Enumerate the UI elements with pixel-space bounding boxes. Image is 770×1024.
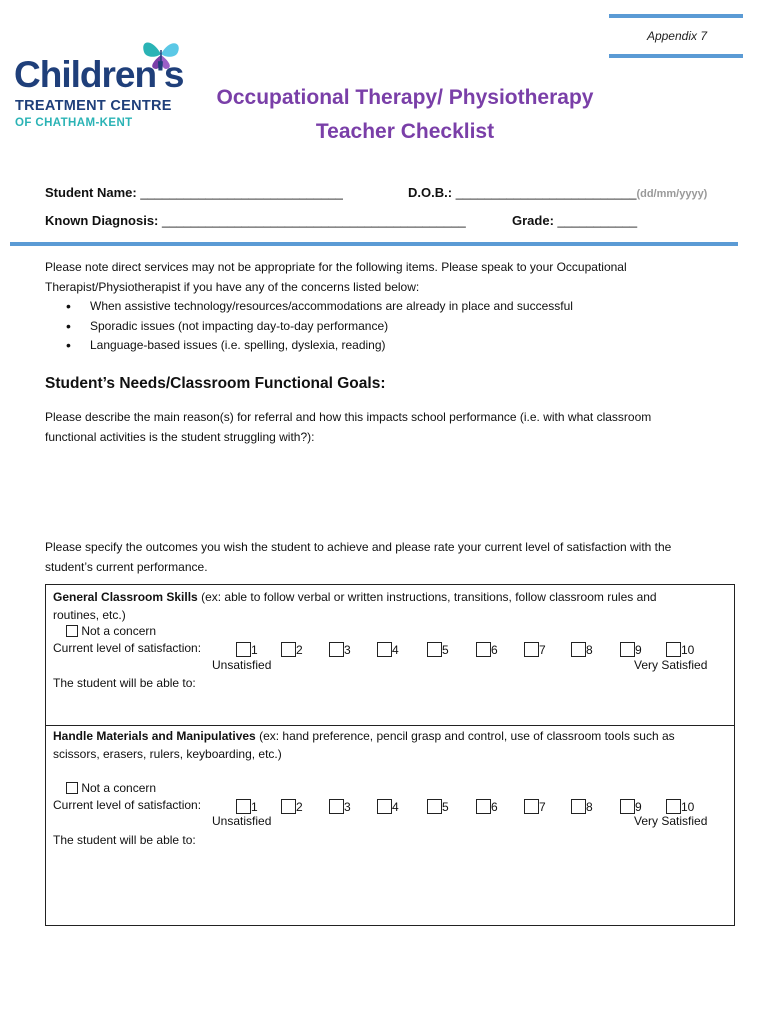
student-name-field[interactable] — [45, 185, 343, 200]
scale-checkbox[interactable] — [377, 642, 392, 657]
row-divider — [46, 725, 734, 726]
scale-option-3[interactable] — [329, 642, 351, 657]
scale-option-7[interactable] — [524, 642, 546, 657]
satisfaction-label: Current level of satisfaction: — [53, 641, 202, 655]
scale-option-9[interactable] — [620, 642, 642, 657]
note-line-2: Therapist/Physiotherapist if you have any of the concerns listed below: — [45, 279, 420, 294]
scale-option-8[interactable] — [571, 642, 593, 657]
scale-label: 10 — [681, 800, 695, 814]
scale-label: 8 — [586, 643, 593, 657]
scale-option-5[interactable] — [427, 642, 449, 657]
scale-label: 4 — [392, 643, 399, 657]
diagnosis-field[interactable] — [45, 213, 466, 228]
scale-checkbox[interactable] — [236, 799, 251, 814]
scale-label: 8 — [586, 800, 593, 814]
very-satisfied-label: Very Satisfied — [634, 814, 708, 828]
scale-label: 7 — [539, 643, 546, 657]
organization-logo — [14, 36, 186, 136]
not-concern-checkbox[interactable] — [66, 625, 78, 637]
not-concern-option[interactable] — [66, 780, 266, 798]
scale-checkbox[interactable] — [281, 799, 296, 814]
scale-label: 6 — [491, 800, 498, 814]
scale-checkbox[interactable] — [571, 799, 586, 814]
specify-line-1: Please specify the outcomes you wish the student to achieve and please rate your current level of satisfaction with the — [45, 540, 672, 554]
row-heading: General Classroom Skills — [53, 590, 198, 604]
scale-checkbox[interactable] — [571, 642, 586, 657]
scale-option-1[interactable] — [236, 642, 258, 657]
scale-option-8[interactable] — [571, 799, 593, 814]
scale-checkbox[interactable] — [377, 799, 392, 814]
header-divider — [10, 242, 738, 246]
not-concern-option[interactable] — [66, 623, 266, 641]
dob-format-hint: (dd/mm/yyyy) — [636, 188, 708, 200]
scale-label: 3 — [344, 643, 351, 657]
goals-table — [45, 584, 735, 926]
row-desc-text: routines, etc.) — [53, 607, 126, 622]
able-to-label: The student will be able to: — [53, 833, 196, 847]
scale-label: 10 — [681, 643, 695, 657]
grade-label: Grade: — [512, 213, 554, 228]
document-subtitle: Teacher Checklist — [315, 120, 495, 143]
scale-checkbox[interactable] — [329, 642, 344, 657]
dob-field[interactable] — [408, 185, 707, 200]
list-item: • Language-based issues (i.e. spelling, dyslexia, reading) — [64, 336, 704, 356]
not-concern-label: Not a concern — [81, 624, 157, 638]
scale-option-2[interactable] — [281, 799, 303, 814]
logo-name: Children's — [14, 54, 184, 95]
scale-checkbox[interactable] — [329, 799, 344, 814]
grade-line[interactable]: ___________ — [557, 213, 638, 228]
scale-checkbox[interactable] — [666, 642, 681, 657]
unsatisfied-label: Unsatisfied — [212, 658, 272, 672]
scale-option-10[interactable] — [666, 642, 694, 657]
note-paragraph — [45, 258, 725, 297]
scale-label: 5 — [442, 800, 449, 814]
scale-label: 4 — [392, 800, 399, 814]
scale-option-10[interactable] — [666, 799, 694, 814]
student-name-line[interactable]: ____________________________ — [140, 185, 343, 200]
satisfaction-label: Current level of satisfaction: — [53, 798, 202, 812]
scale-checkbox[interactable] — [524, 642, 539, 657]
scale-option-9[interactable] — [620, 799, 642, 814]
appendix-label: Appendix 7 — [646, 29, 707, 43]
row-desc-text: scissors, erasers, rulers, keyboarding, etc.) — [53, 746, 282, 761]
scale-checkbox[interactable] — [427, 799, 442, 814]
row-heading: Handle Materials and Manipulatives — [53, 729, 256, 743]
scale-option-1[interactable] — [236, 799, 258, 814]
not-concern-checkbox[interactable] — [66, 782, 78, 794]
scale-option-4[interactable] — [377, 799, 399, 814]
grade-field[interactable] — [512, 213, 637, 228]
scale-label: 1 — [251, 643, 258, 657]
unsatisfied-label: Unsatisfied — [212, 814, 272, 828]
scale-label: 2 — [296, 800, 303, 814]
scale-label: 2 — [296, 643, 303, 657]
scale-option-5[interactable] — [427, 799, 449, 814]
scale-checkbox[interactable] — [666, 799, 681, 814]
appendix-bottom-rule — [609, 54, 743, 58]
dob-label: D.O.B.: — [408, 185, 453, 200]
row-desc-text: (ex: able to follow verbal or written instructions, transitions, follow classroom rules and — [197, 590, 657, 604]
scale-label: 1 — [251, 800, 258, 814]
scale-label: 7 — [539, 800, 546, 814]
scale-label: 5 — [442, 643, 449, 657]
scale-option-2[interactable] — [281, 642, 303, 657]
scale-label: 9 — [635, 643, 642, 657]
row-description — [53, 589, 723, 624]
scale-checkbox[interactable] — [236, 642, 251, 657]
note-line-1: Please note direct services may not be appropriate for the following items. Please speak to your Occupational — [45, 260, 627, 274]
scale-checkbox[interactable] — [476, 642, 491, 657]
document-title: Occupational Therapy/ Physiotherapy — [216, 86, 594, 109]
scale-checkbox[interactable] — [476, 799, 491, 814]
scale-checkbox[interactable] — [427, 642, 442, 657]
row-desc-text: (ex: hand preference, pencil grasp and control, use of classroom tools such as — [255, 729, 675, 743]
scale-option-7[interactable] — [524, 799, 546, 814]
able-to-label: The student will be able to: — [53, 676, 196, 690]
not-concern-label: Not a concern — [81, 781, 157, 795]
appendix-top-rule — [609, 14, 743, 18]
diagnosis-line[interactable]: __________________________________________ — [162, 213, 466, 228]
diagnosis-label: Known Diagnosis: — [45, 213, 159, 228]
describe-line-2: functional activities is the student struggling with?): — [45, 429, 315, 444]
appendix-box — [609, 14, 743, 58]
dob-line[interactable]: _________________________ — [455, 185, 637, 200]
scale-checkbox[interactable] — [524, 799, 539, 814]
logo-location: OF CHATHAM-KENT — [15, 117, 133, 129]
concerns-list — [64, 297, 704, 356]
scale-option-6[interactable] — [476, 799, 498, 814]
specify-paragraph — [45, 538, 725, 577]
row-description — [53, 728, 723, 763]
scale-option-3[interactable] — [329, 799, 351, 814]
scale-option-6[interactable] — [476, 642, 498, 657]
student-name-label: Student Name: — [45, 185, 137, 200]
list-item: • When assistive technology/resources/accommodations are already in place and successful — [64, 297, 704, 317]
specify-line-2: student’s current performance. — [45, 559, 208, 574]
scale-checkbox[interactable] — [620, 799, 635, 814]
logo-subtitle: TREATMENT CENTRE — [15, 98, 172, 114]
section-heading: Student’s Needs/Classroom Functional Goals: — [45, 375, 386, 392]
scale-label: 9 — [635, 800, 642, 814]
describe-paragraph — [45, 408, 725, 447]
scale-option-4[interactable] — [377, 642, 399, 657]
scale-label: 3 — [344, 800, 351, 814]
very-satisfied-label: Very Satisfied — [634, 658, 708, 672]
describe-line-1: Please describe the main reason(s) for referral and how this impacts school performance (i.e. with what classroom — [45, 410, 652, 424]
list-item: • Sporadic issues (not impacting day-to-day performance) — [64, 317, 704, 337]
scale-label: 6 — [491, 643, 498, 657]
scale-checkbox[interactable] — [281, 642, 296, 657]
scale-checkbox[interactable] — [620, 642, 635, 657]
